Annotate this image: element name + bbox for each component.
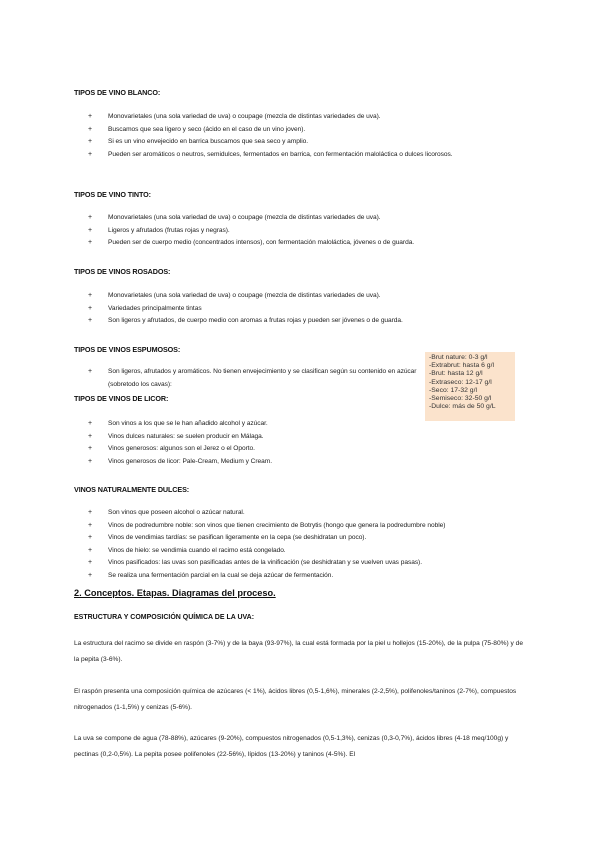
list-item: + Variedades principalmente tintas: [88, 303, 528, 316]
bullet-icon: +: [88, 521, 93, 529]
bullet-icon: +: [88, 125, 93, 133]
bullet-icon: +: [88, 432, 93, 440]
bullet-icon: +: [88, 214, 93, 221]
heading-sparkling-wine: TIPOS DE VINOS ESPUMOSOS:: [74, 345, 181, 354]
heading-red-wine: TIPOS DE VINO TINTO:: [74, 190, 151, 199]
bullet-icon: +: [88, 559, 93, 567]
bullet-icon: +: [88, 239, 93, 247]
list-item: + Se realiza una fermentación parcial en la cual se deja azúcar de fermentación.: [88, 570, 528, 583]
heading-sweet-wine: VINOS NATURALMENTE DULCES:: [74, 485, 190, 494]
list-item: + Monovarietales (una sola variedad de uva) o coupage (mezcla de distintas variedades de uva).: [88, 212, 528, 225]
list-item: + Vinos generosos de licor: Pale-Cream, Medium y Cream.: [88, 456, 528, 469]
bullet-icon: +: [88, 420, 93, 427]
bullet-icon: +: [88, 317, 93, 325]
list-sweet-wine: [88, 507, 528, 583]
bullet-icon: +: [88, 150, 93, 158]
list-item: + Son vinos que poseen alcohol o azúcar natural.: [88, 507, 528, 520]
bullet-icon: +: [88, 368, 93, 375]
section-title: 2. Conceptos. Etapas. Diagramas del proceso.: [74, 588, 276, 598]
list-item: + Pueden ser de cuerpo medio (concentrados intensos), con fermentación maloláctica, jóvenes o de guarda.: [88, 237, 528, 250]
bullet-icon: +: [88, 546, 93, 554]
bullet-icon: +: [88, 226, 93, 234]
bullet-icon: +: [88, 534, 93, 542]
list-item: + Son vinos a los que se le han añadido alcohol y azúcar.: [88, 418, 528, 431]
heading-rose-wine: TIPOS DE VINOS ROSADOS:: [74, 267, 171, 276]
list-item: + Monovarietales (una sola variedad de uva) o coupage (mezcla de distintas variedades de uva).: [88, 290, 528, 303]
list-item: + Monovarietales (una sola variedad de uva) o coupage (mezcla de distintas variedades de uva).: [88, 111, 528, 124]
list-item: + Si es un vino envejecido en barrica buscamos que sea seco y amplio.: [88, 136, 528, 149]
paragraph: La estructura del racimo se divide en raspón (3-7%) y de la baya (93-97%), la cual está formada por la piel u hollejos (15-20%), de la pulpa (75-80%) y de la pepita (3-6%).: [74, 640, 523, 663]
paragraph: El raspón presenta una composición química de azúcares (< 1%), ácidos libres (0,5-1,6%), minerales (2-2,5%), polifenoles/taninos (2-7%), compuestos nitrogenados (1-1,5%) y cenizas (5-6%).: [74, 688, 517, 711]
list-liqueur-wine: [88, 418, 528, 468]
bullet-icon: +: [88, 304, 93, 312]
list-item: + Vinos generosos: algunos son el Jerez o el Oporto.: [88, 443, 528, 456]
list-white-wine: [88, 111, 528, 161]
list-item: + Buscamos que sea ligero y seco (ácido en el caso de un vino joven).: [88, 124, 528, 137]
bullet-icon: +: [88, 292, 93, 299]
heading-liqueur-wine: TIPOS DE VINOS DE LICOR:: [74, 394, 169, 403]
list-item: + Vinos de podredumbre noble: son vinos que tienen crecimiento de Botrytis (hongo que genera la podredumbre noble): [88, 520, 528, 533]
list-item: + Pueden ser aromáticos o neutros, semidulces, fermentados en barrica, con fermentación maloláctica o dulces licorosos.: [88, 149, 528, 162]
heading-white-wine: TIPOS DE VINO BLANCO:: [74, 88, 161, 97]
list-item: + Ligeros y afrutados (frutas rojas y negras).: [88, 225, 528, 238]
bullet-icon: +: [88, 509, 93, 516]
subheading-grape-structure: ESTRUCTURA Y COMPOSICIÓN QUÍMICA DE LA UVA:: [74, 614, 255, 621]
list-red-wine: [88, 212, 528, 250]
list-item: + Vinos pasificados: las uvas son pasificadas antes de la vinificación (se deshidratan y se vuelven uvas pasas).: [88, 557, 528, 570]
bullet-icon: +: [88, 445, 93, 453]
list-rose-wine: [88, 290, 528, 328]
list-sparkling-wine: [88, 366, 420, 391]
list-item: + Vinos de hielo: se vendimia cuando el racimo está congelado.: [88, 545, 528, 558]
list-item: + Vinos dulces naturales: se suelen producir en Málaga.: [88, 431, 528, 444]
list-item: + Vinos de vendimias tardías: se pasifican ligeramente en la cepa (se deshidratan un poco).: [88, 532, 528, 545]
bullet-icon: +: [88, 113, 93, 120]
sugar-content-note: -Brut nature: 0-3 g/l -Extrabrut: hasta 6 g/l -Brut: hasta 12 g/l -Extraseco: 12-17 g/l -Seco: 17-32 g/l -Semiseco: 32-50 g/l -Dulce: más de 50 g/L: [425, 352, 515, 421]
bullet-icon: +: [88, 138, 93, 146]
paragraph: La uva se compone de agua (78-88%), azúcares (9-20%), compuestos nitrogenados (0,5-1,3%), cenizas (0,3-0,7%), ácidos libres (4-18 meq/100g) y pectinas (0,2-0,5%). La pepita posee polifenoles (22-56%), lípidos (13-20%) y taninos (4-5%). El: [74, 735, 509, 758]
bullet-icon: +: [88, 571, 93, 579]
list-item: + Son ligeros, afrutados y aromáticos. No tienen envejecimiento y se clasifican según su contenido en azúcar (sobretodo los cavas):: [88, 368, 417, 388]
bullet-icon: +: [88, 457, 93, 465]
list-item: + Son ligeros y afrutados, de cuerpo medio con aromas a frutas rojas y pueden ser jóvenes o de guarda.: [88, 315, 528, 328]
